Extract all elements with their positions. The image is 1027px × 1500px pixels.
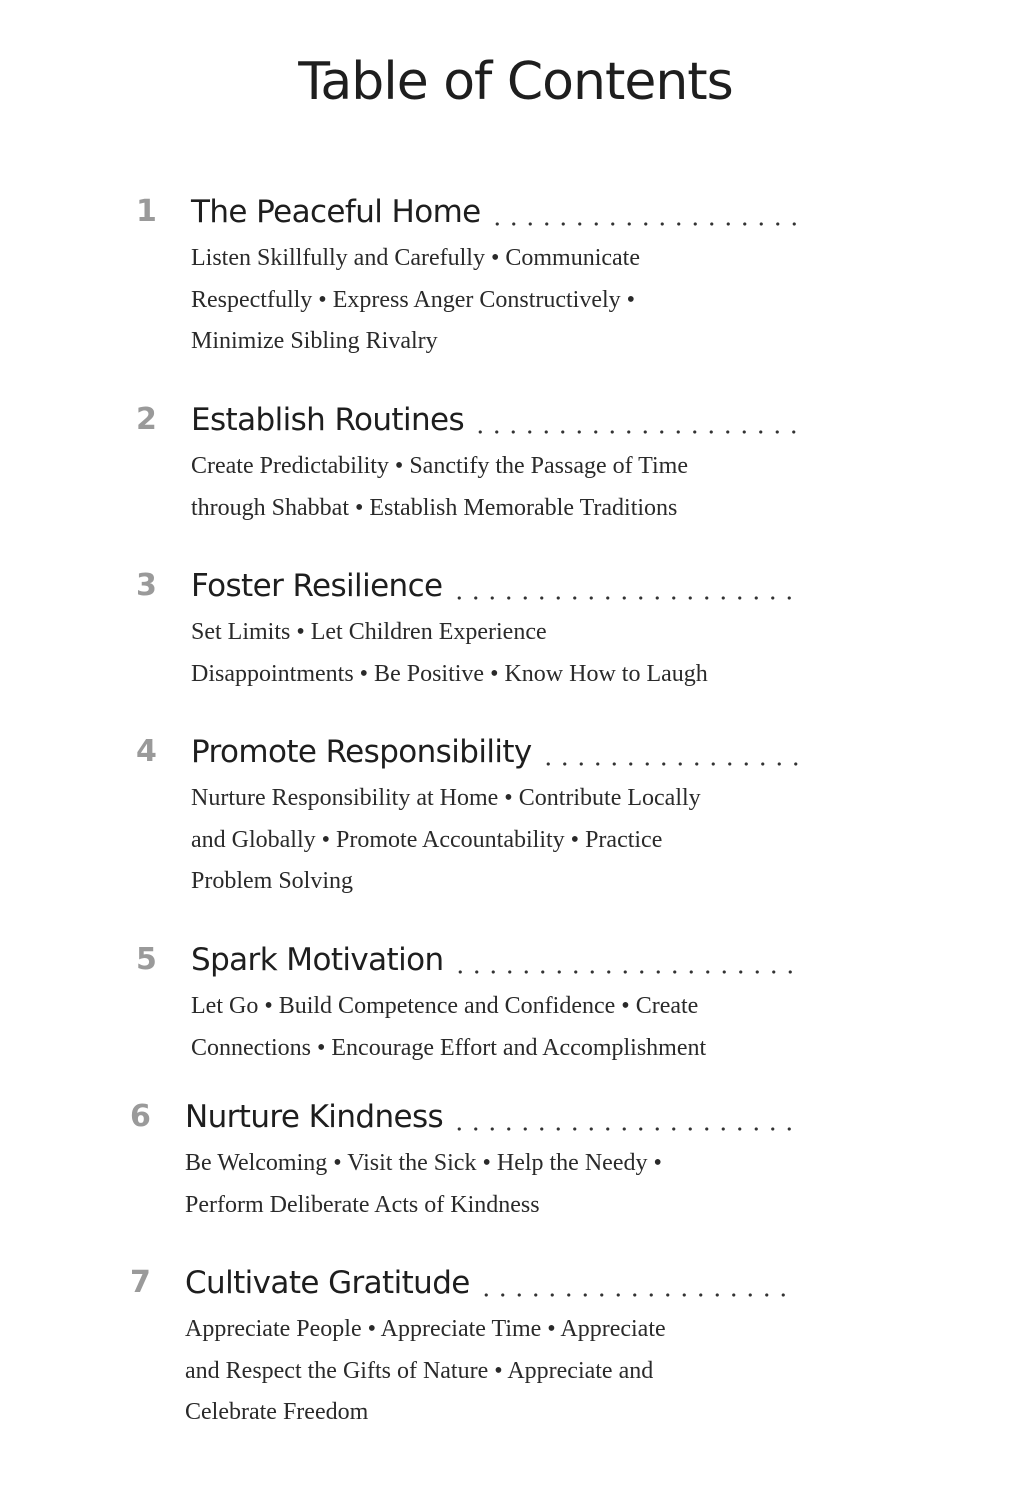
chapter-heading [191, 730, 801, 774]
chapter-title[interactable]: Establish Routines [191, 402, 465, 438]
description-line: Nurture Responsibility at Home • Contribute Locally [191, 785, 701, 811]
description-line: Set Limits • Let Children Experience [191, 619, 547, 645]
description-line: Problem Solving [191, 868, 354, 894]
description-line: Listen Skillfully and Carefully • Communicate [191, 245, 640, 271]
chapter-title[interactable]: Spark Motivation [191, 942, 444, 978]
dot-leader [489, 222, 801, 226]
dot-leader [478, 1293, 795, 1297]
description-line: through Shabbat • Establish Memorable Traditions [191, 494, 678, 521]
description-line: Respectfully • Express Anger Constructively • [191, 286, 636, 313]
chapter-heading [191, 938, 801, 982]
dot-leader [451, 596, 801, 600]
description-line: Connections • Encourage Effort and Accomplishment [191, 1034, 707, 1061]
description-line: Create Predictability • Sanctify the Passage of Time [191, 453, 688, 479]
description-line: Perform Deliberate Acts of Kindness [185, 1191, 540, 1218]
chapter-number: 4 [136, 734, 157, 769]
chapter-number: 7 [130, 1265, 151, 1300]
chapter-description [191, 986, 811, 1069]
description-line: Minimize Sibling Rivalry [191, 328, 438, 354]
chapter-number: 6 [130, 1099, 151, 1134]
description-line: Celebrate Freedom [185, 1399, 369, 1425]
chapter-heading [191, 564, 801, 608]
dot-leader [540, 762, 801, 766]
chapter-heading [185, 1095, 795, 1139]
chapter-title[interactable]: Promote Responsibility [191, 734, 532, 770]
description-line: Disappointments • Be Positive • Know How to Laugh [191, 660, 708, 687]
chapter-number: 5 [136, 942, 157, 977]
dot-leader [472, 430, 801, 434]
dot-leader [451, 1127, 795, 1131]
chapter-description [191, 238, 811, 363]
chapter-title[interactable]: The Peaceful Home [191, 194, 481, 230]
chapter-heading [191, 398, 801, 442]
description-line: Let Go • Build Competence and Confidence • Create [191, 993, 699, 1019]
chapter-title[interactable]: Nurture Kindness [185, 1099, 444, 1135]
chapter-description [185, 1143, 805, 1226]
chapter-description [191, 778, 811, 903]
chapter-number: 3 [136, 568, 157, 603]
chapter-description [191, 612, 811, 695]
chapter-number: 2 [136, 402, 157, 437]
description-line: Appreciate People • Appreciate Time • Appreciate [185, 1316, 666, 1342]
description-line: and Respect the Gifts of Nature • Appreciate and [185, 1357, 654, 1384]
chapter-heading [185, 1261, 795, 1305]
chapter-title[interactable]: Cultivate Gratitude [185, 1265, 470, 1301]
chapter-heading [191, 190, 801, 234]
description-line: and Globally • Promote Accountability • Practice [191, 826, 663, 853]
chapter-number: 1 [136, 194, 157, 229]
description-line: Be Welcoming • Visit the Sick • Help the Needy • [185, 1150, 662, 1176]
chapter-title[interactable]: Foster Resilience [191, 568, 443, 604]
chapter-description [191, 446, 811, 529]
chapter-description [185, 1309, 805, 1434]
dot-leader [452, 970, 801, 974]
page-title: Table of Contents [298, 52, 733, 112]
